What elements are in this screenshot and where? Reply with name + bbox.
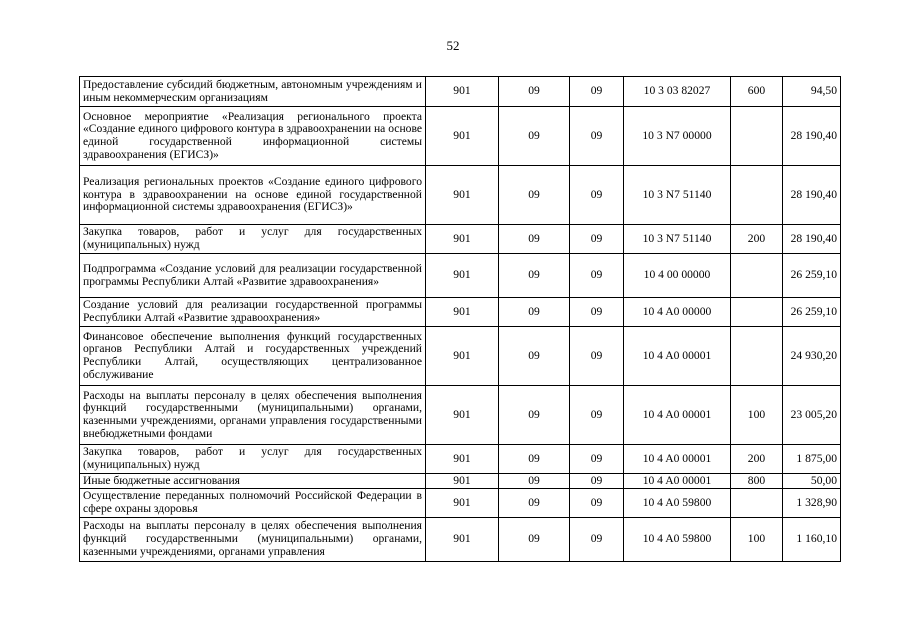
table-row — [80, 298, 841, 327]
subsection-code: 09 — [570, 107, 624, 166]
expense-type-code — [731, 327, 783, 386]
section-code: 09 — [499, 254, 570, 298]
table-row — [80, 327, 841, 386]
expense-type-code — [731, 254, 783, 298]
amount: 28 190,40 — [783, 107, 841, 166]
budget-table-body — [80, 77, 841, 562]
target-article-code: 10 3 N7 00000 — [624, 107, 731, 166]
target-article-code: 10 4 A0 59800 — [624, 518, 731, 562]
table-row — [80, 474, 841, 489]
ministry-code: 901 — [426, 518, 499, 562]
section-code: 09 — [499, 489, 570, 518]
table-row — [80, 386, 841, 445]
amount: 26 259,10 — [783, 298, 841, 327]
expense-type-code — [731, 166, 783, 225]
ministry-code: 901 — [426, 166, 499, 225]
section-code: 09 — [499, 225, 570, 254]
ministry-code: 901 — [426, 254, 499, 298]
row-name: Создание условий для реализации государственной программы Республики Алтай «Развитие здравоохранения» — [80, 298, 426, 327]
target-article-code: 10 4 A0 00001 — [624, 327, 731, 386]
table-row — [80, 107, 841, 166]
amount: 1 328,90 — [783, 489, 841, 518]
ministry-code: 901 — [426, 474, 499, 489]
subsection-code: 09 — [570, 166, 624, 225]
target-article-code: 10 3 N7 51140 — [624, 225, 731, 254]
table-row — [80, 77, 841, 107]
expense-type-code: 200 — [731, 445, 783, 474]
subsection-code: 09 — [570, 254, 624, 298]
table-row — [80, 166, 841, 225]
expense-type-code: 100 — [731, 518, 783, 562]
subsection-code: 09 — [570, 298, 624, 327]
expense-type-code: 100 — [731, 386, 783, 445]
subsection-code: 09 — [570, 225, 624, 254]
subsection-code: 09 — [570, 489, 624, 518]
target-article-code: 10 4 A0 00000 — [624, 298, 731, 327]
amount: 1 875,00 — [783, 445, 841, 474]
expense-type-code — [731, 489, 783, 518]
target-article-code: 10 3 N7 51140 — [624, 166, 731, 225]
subsection-code: 09 — [570, 327, 624, 386]
table-row — [80, 489, 841, 518]
section-code: 09 — [499, 386, 570, 445]
amount: 50,00 — [783, 474, 841, 489]
section-code: 09 — [499, 445, 570, 474]
expense-type-code: 200 — [731, 225, 783, 254]
row-name: Иные бюджетные ассигнования — [80, 474, 426, 489]
table-row — [80, 445, 841, 474]
section-code: 09 — [499, 166, 570, 225]
amount: 94,50 — [783, 77, 841, 107]
target-article-code: 10 4 00 00000 — [624, 254, 731, 298]
ministry-code: 901 — [426, 489, 499, 518]
section-code: 09 — [499, 518, 570, 562]
row-name: Предоставление субсидий бюджетным, автономным учреждениям и иным некоммерческим организациям — [80, 77, 426, 107]
section-code: 09 — [499, 298, 570, 327]
section-code: 09 — [499, 474, 570, 489]
subsection-code: 09 — [570, 77, 624, 107]
budget-table — [79, 76, 841, 562]
ministry-code: 901 — [426, 77, 499, 107]
amount: 24 930,20 — [783, 327, 841, 386]
row-name: Основное мероприятие «Реализация регионального проекта «Создание единого цифрового контура в здравоохранении на основе единой государственной информационной системы здравоохранения (ЕГИСЗ)» — [80, 107, 426, 166]
table-row — [80, 254, 841, 298]
target-article-code: 10 4 A0 59800 — [624, 489, 731, 518]
ministry-code: 901 — [426, 298, 499, 327]
section-code: 09 — [499, 77, 570, 107]
subsection-code: 09 — [570, 474, 624, 489]
row-name: Осуществление переданных полномочий Российской Федерации в сфере охраны здоровья — [80, 489, 426, 518]
amount: 28 190,40 — [783, 166, 841, 225]
page-number: 52 — [446, 38, 460, 53]
section-code: 09 — [499, 327, 570, 386]
row-name: Закупка товаров, работ и услуг для государственных (муниципальных) нужд — [80, 225, 426, 254]
row-name: Расходы на выплаты персоналу в целях обеспечения выполнения функций государственными (муниципальными) органами, казенными учреждениями, органами управления государственными внебюджетными фондами — [80, 386, 426, 445]
ministry-code: 901 — [426, 445, 499, 474]
amount: 26 259,10 — [783, 254, 841, 298]
expense-type-code: 600 — [731, 77, 783, 107]
subsection-code: 09 — [570, 518, 624, 562]
section-code: 09 — [499, 107, 570, 166]
ministry-code: 901 — [426, 107, 499, 166]
ministry-code: 901 — [426, 225, 499, 254]
table-row — [80, 225, 841, 254]
target-article-code: 10 3 03 82027 — [624, 77, 731, 107]
row-name: Расходы на выплаты персоналу в целях обеспечения выполнения функций государственными (муниципальными) органами, казенными учреждениями, органами управления — [80, 518, 426, 562]
amount: 28 190,40 — [783, 225, 841, 254]
ministry-code: 901 — [426, 386, 499, 445]
row-name: Закупка товаров, работ и услуг для государственных (муниципальных) нужд — [80, 445, 426, 474]
target-article-code: 10 4 A0 00001 — [624, 445, 731, 474]
table-row — [80, 518, 841, 562]
expense-type-code — [731, 298, 783, 327]
expense-type-code: 800 — [731, 474, 783, 489]
subsection-code: 09 — [570, 386, 624, 445]
row-name: Финансовое обеспечение выполнения функций государственных органов Республики Алтай и государственных учреждений Республики Алтай, осуществляющих централизованное обслуживание — [80, 327, 426, 386]
amount: 1 160,10 — [783, 518, 841, 562]
ministry-code: 901 — [426, 327, 499, 386]
amount: 23 005,20 — [783, 386, 841, 445]
expense-type-code — [731, 107, 783, 166]
row-name: Реализация региональных проектов «Создание единого цифрового контура в здравоохранении на основе единой государственной информационной системы здравоохранения (ЕГИСЗ)» — [80, 166, 426, 225]
target-article-code: 10 4 A0 00001 — [624, 386, 731, 445]
row-name: Подпрограмма «Создание условий для реализации государственной программы Республики Алтай «Развитие здравоохранения» — [80, 254, 426, 298]
target-article-code: 10 4 A0 00001 — [624, 474, 731, 489]
subsection-code: 09 — [570, 445, 624, 474]
